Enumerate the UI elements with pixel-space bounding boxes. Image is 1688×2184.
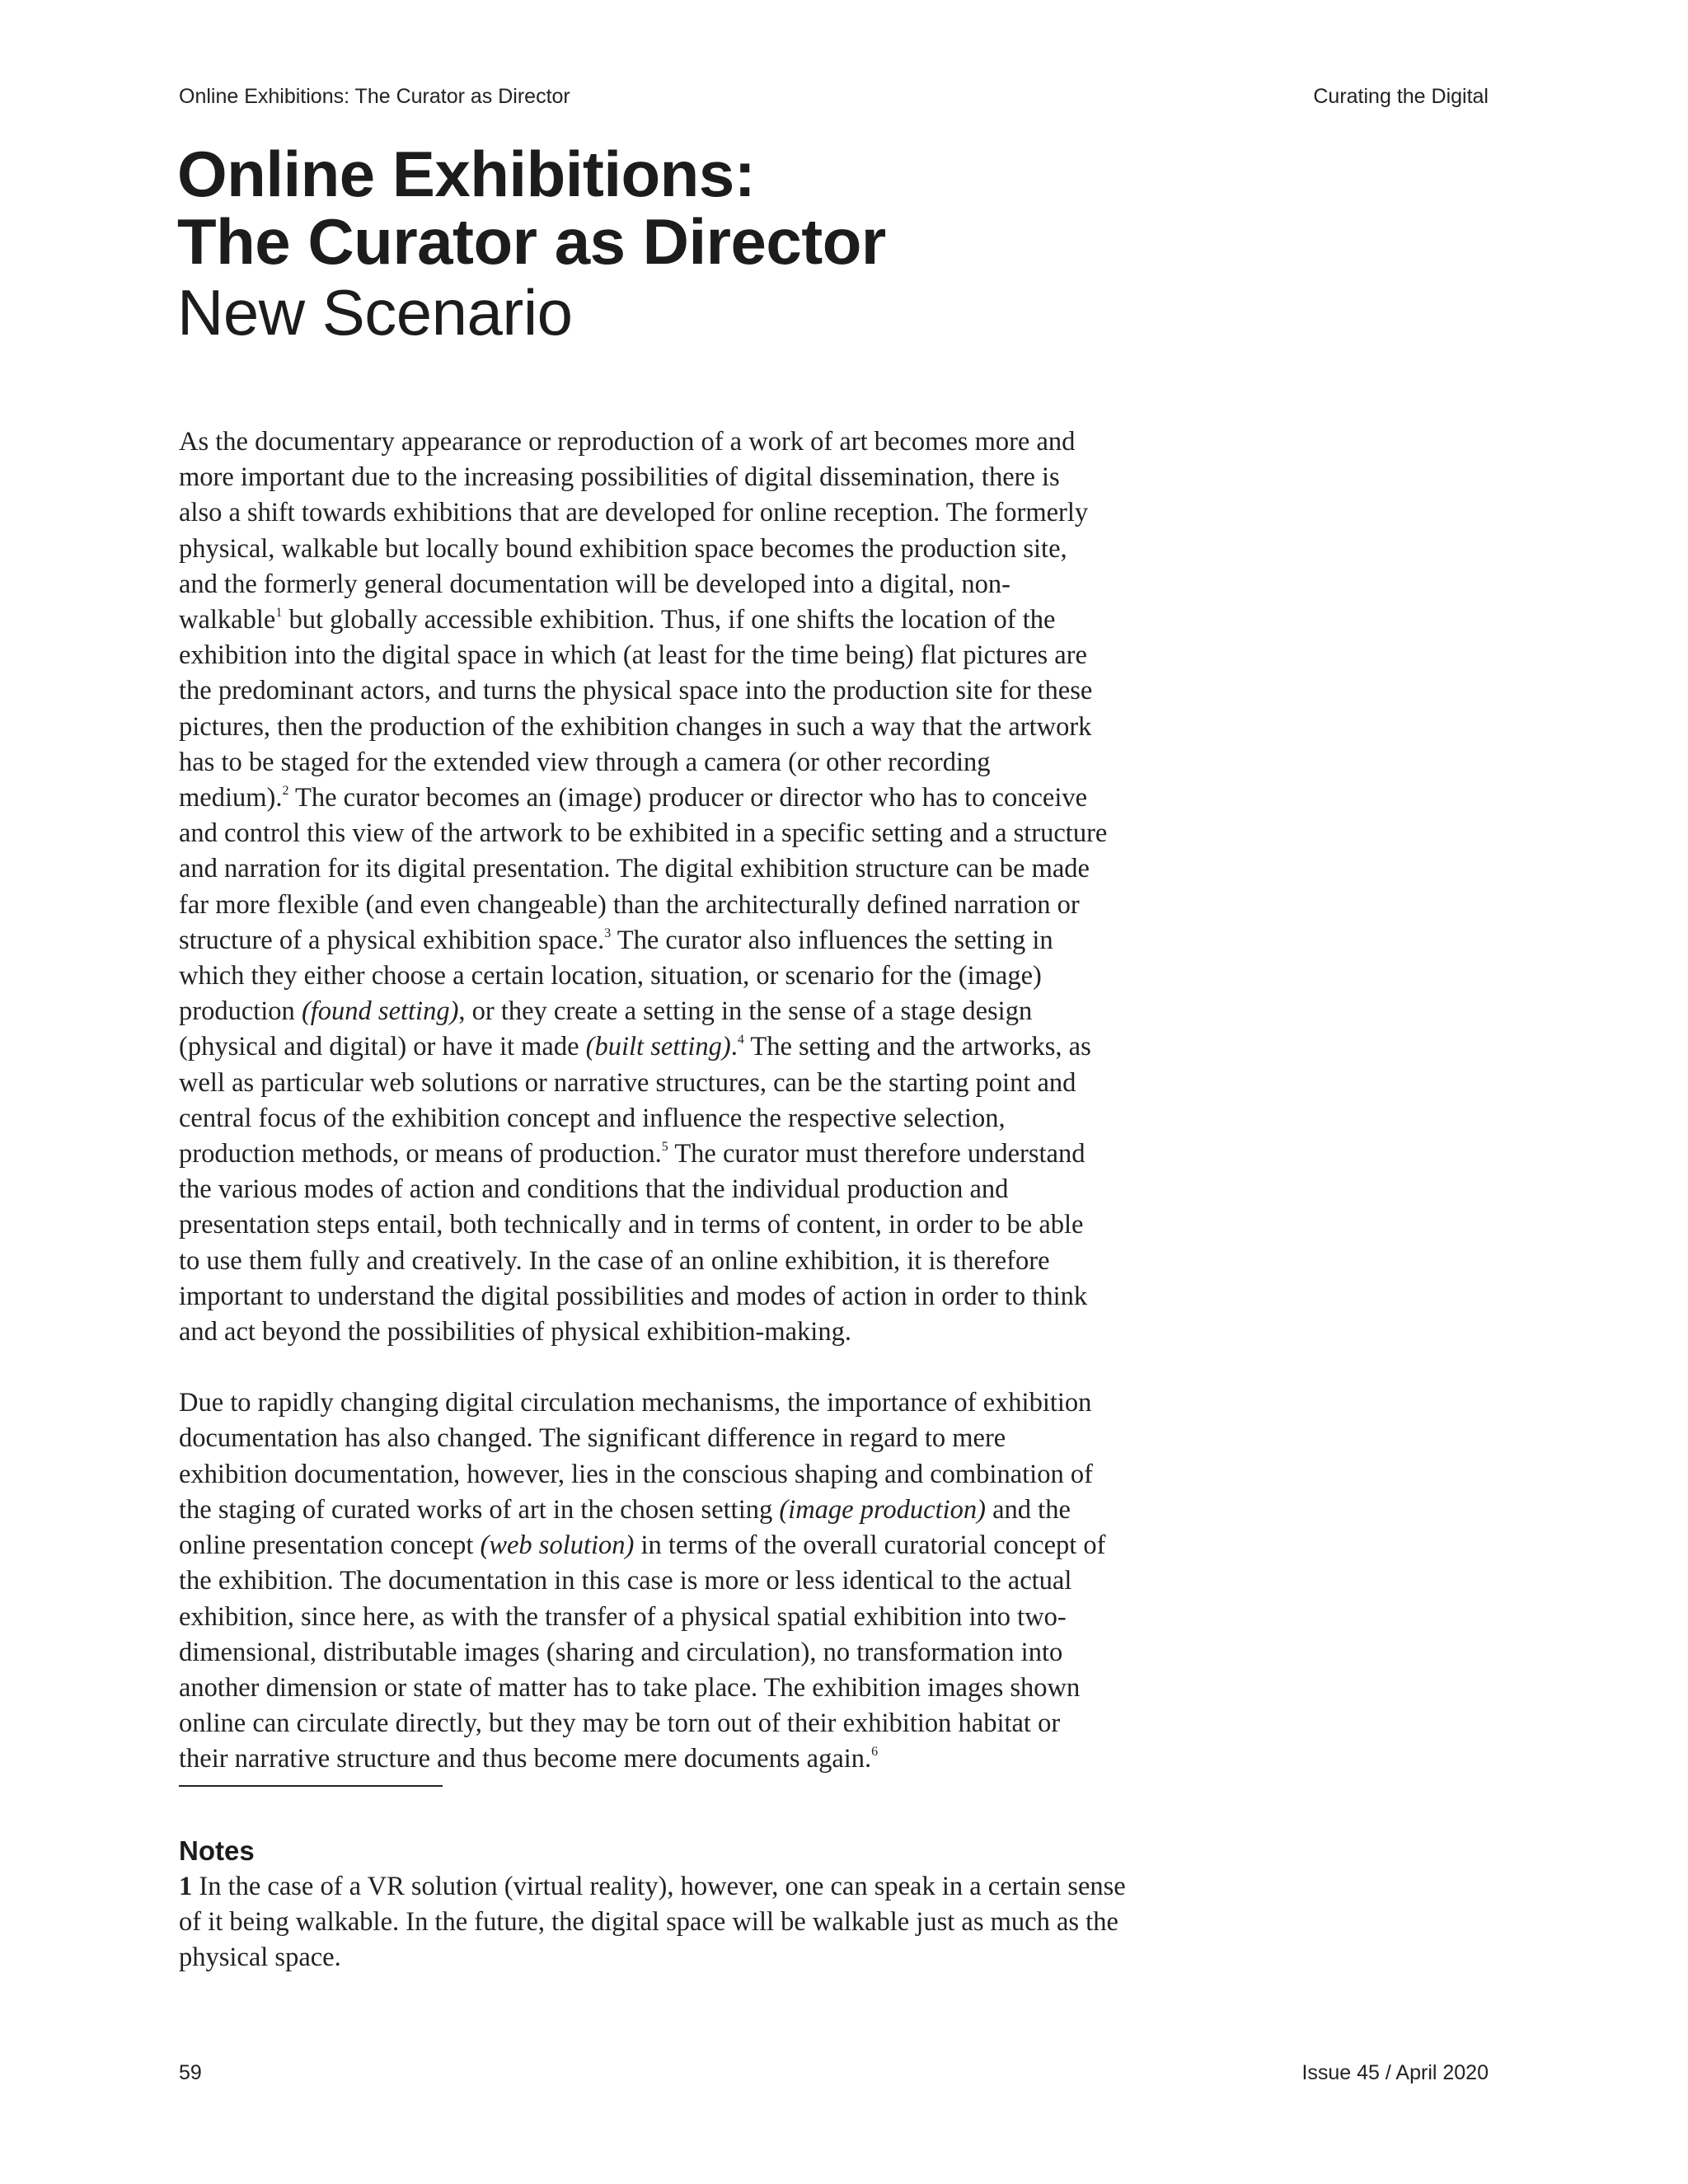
- footnote-number: 1: [179, 1872, 193, 1901]
- text-line: which they either choose a certain location, situation, or scenario for the (image): [179, 961, 1042, 991]
- footnote-ref-4[interactable]: 4: [737, 1033, 744, 1047]
- notes-heading: Notes: [179, 1835, 255, 1866]
- text-line: exhibition documentation, however, lies in the conscious shaping and combination of: [179, 1459, 1093, 1489]
- text-line: the staging of curated works of art in the chosen setting (image production) and the: [179, 1494, 1071, 1525]
- text-line: central focus of the exhibition concept and influence the respective selection,: [179, 1103, 1006, 1133]
- footnote-ref-1[interactable]: 1: [275, 606, 283, 621]
- page-number: 59: [179, 2061, 202, 2084]
- running-head-left: Online Exhibitions: The Curator as Director: [179, 85, 570, 108]
- footnote-ref-5[interactable]: 5: [661, 1140, 668, 1155]
- footnote-ref-2[interactable]: 2: [282, 784, 289, 799]
- text-line: As the documentary appearance or reproduction of a work of art becomes more and: [179, 427, 1076, 457]
- text-line: physical, walkable but locally bound exhibition space becomes the production site,: [179, 533, 1067, 564]
- notes-divider: [179, 1785, 443, 1787]
- text-line: presentation steps entail, both technically and in terms of content, in order to be able: [179, 1210, 1084, 1240]
- text-line: online presentation concept (web solution) in terms of the overall curatorial concept of: [179, 1530, 1106, 1561]
- text-line: more important due to the increasing possibilities of digital dissemination, there is: [179, 462, 1060, 493]
- text-line: well as particular web solutions or narrative structures, can be the starting point and: [179, 1067, 1076, 1098]
- body-paragraph: [179, 424, 1184, 1350]
- text-line: Due to rapidly changing digital circulation mechanisms, the importance of exhibition: [179, 1388, 1092, 1418]
- italic-term: (found setting): [301, 996, 459, 1027]
- article-title-line-2: The Curator as Director: [177, 205, 886, 278]
- italic-term: (image production): [779, 1494, 986, 1525]
- footnote-ref-3[interactable]: 3: [604, 926, 612, 940]
- text-line: exhibition, since here, as with the transfer of a physical spatial exhibition into two-: [179, 1601, 1067, 1632]
- text-line: the exhibition. The documentation in this case is more or less identical to the actual: [179, 1566, 1072, 1596]
- text-line: pictures, then the production of the exhibition changes in such a way that the artwork: [179, 711, 1092, 742]
- article-title-line-1: Online Exhibitions:: [177, 138, 756, 210]
- text-line: 1 In the case of a VR solution (virtual reality), however, one can speak in a certain sense: [179, 1872, 1126, 1901]
- footnote-ref-6[interactable]: 6: [871, 1745, 879, 1760]
- text-line: and control this view of the artwork to be exhibited in a specific setting and a structure: [179, 818, 1108, 849]
- text-line: (physical and digital) or have it made (built setting).$^4$ The setting and the artworks, as: [179, 1032, 1091, 1062]
- text-line: walkable$^1$ but globally accessible exhibition. Thus, if one shifts the location of the: [179, 605, 1056, 635]
- text-line: to use them fully and creatively. In the case of an online exhibition, it is therefore: [179, 1245, 1050, 1276]
- body-paragraph: [179, 1385, 1184, 1777]
- text-line: structure of a physical exhibition space.$^3$ The curator also influences the setting in: [179, 925, 1053, 955]
- text-line: and the formerly general documentation will be developed into a digital, non-: [179, 569, 1010, 599]
- text-line: production (found setting), or they create a setting in the sense of a stage design: [179, 996, 1033, 1027]
- article-title-block: [177, 140, 1249, 349]
- text-line: production methods, or means of production.$^5$ The curator must therefore understand: [179, 1139, 1085, 1169]
- italic-term: (web solution): [480, 1530, 635, 1561]
- text-line: another dimension or state of matter has to take place. The exhibition images shown: [179, 1672, 1081, 1703]
- article-body: [179, 424, 1184, 1778]
- text-line: medium).$^2$ The curator becomes an (image) producer or director who has to conceive: [179, 783, 1088, 813]
- text-line: their narrative structure and thus become mere documents again.$^6$: [179, 1744, 879, 1774]
- text-line: the predominant actors, and turns the physical space into the production site for these: [179, 676, 1093, 706]
- text-line: and act beyond the possibilities of physical exhibition-making.: [179, 1317, 851, 1347]
- footnote-1: [179, 1869, 1193, 1976]
- italic-term: (built setting): [585, 1032, 731, 1062]
- text-line: physical space.: [179, 1943, 341, 1973]
- text-line: the various modes of action and conditions that the individual production and: [179, 1174, 1009, 1205]
- article-subtitle: New Scenario: [177, 276, 573, 349]
- issue-label: Issue 45 / April 2020: [1301, 2061, 1489, 2084]
- text-line: of it being walkable. In the future, the digital space will be walkable just as much as the: [179, 1907, 1118, 1938]
- text-line: also a shift towards exhibitions that are developed for online reception. The formerly: [179, 498, 1089, 528]
- text-line: far more flexible (and even changeable) than the architecturally defined narration or: [179, 889, 1080, 920]
- text-line: important to understand the digital possibilities and modes of action in order to think: [179, 1281, 1088, 1311]
- text-line: and narration for its digital presentation. The digital exhibition structure can be made: [179, 854, 1090, 884]
- text-line: exhibition into the digital space in which (at least for the time being) flat pictures are: [179, 640, 1087, 671]
- text-line: has to be staged for the extended view through a camera (or other recording: [179, 747, 991, 777]
- running-head-right: Curating the Digital: [1313, 85, 1489, 108]
- text-line: documentation has also changed. The significant difference in regard to mere: [179, 1423, 1006, 1454]
- text-line: dimensional, distributable images (sharing and circulation), no transformation into: [179, 1637, 1063, 1667]
- text-line: online can circulate directly, but they may be torn out of their exhibition habitat or: [179, 1708, 1061, 1739]
